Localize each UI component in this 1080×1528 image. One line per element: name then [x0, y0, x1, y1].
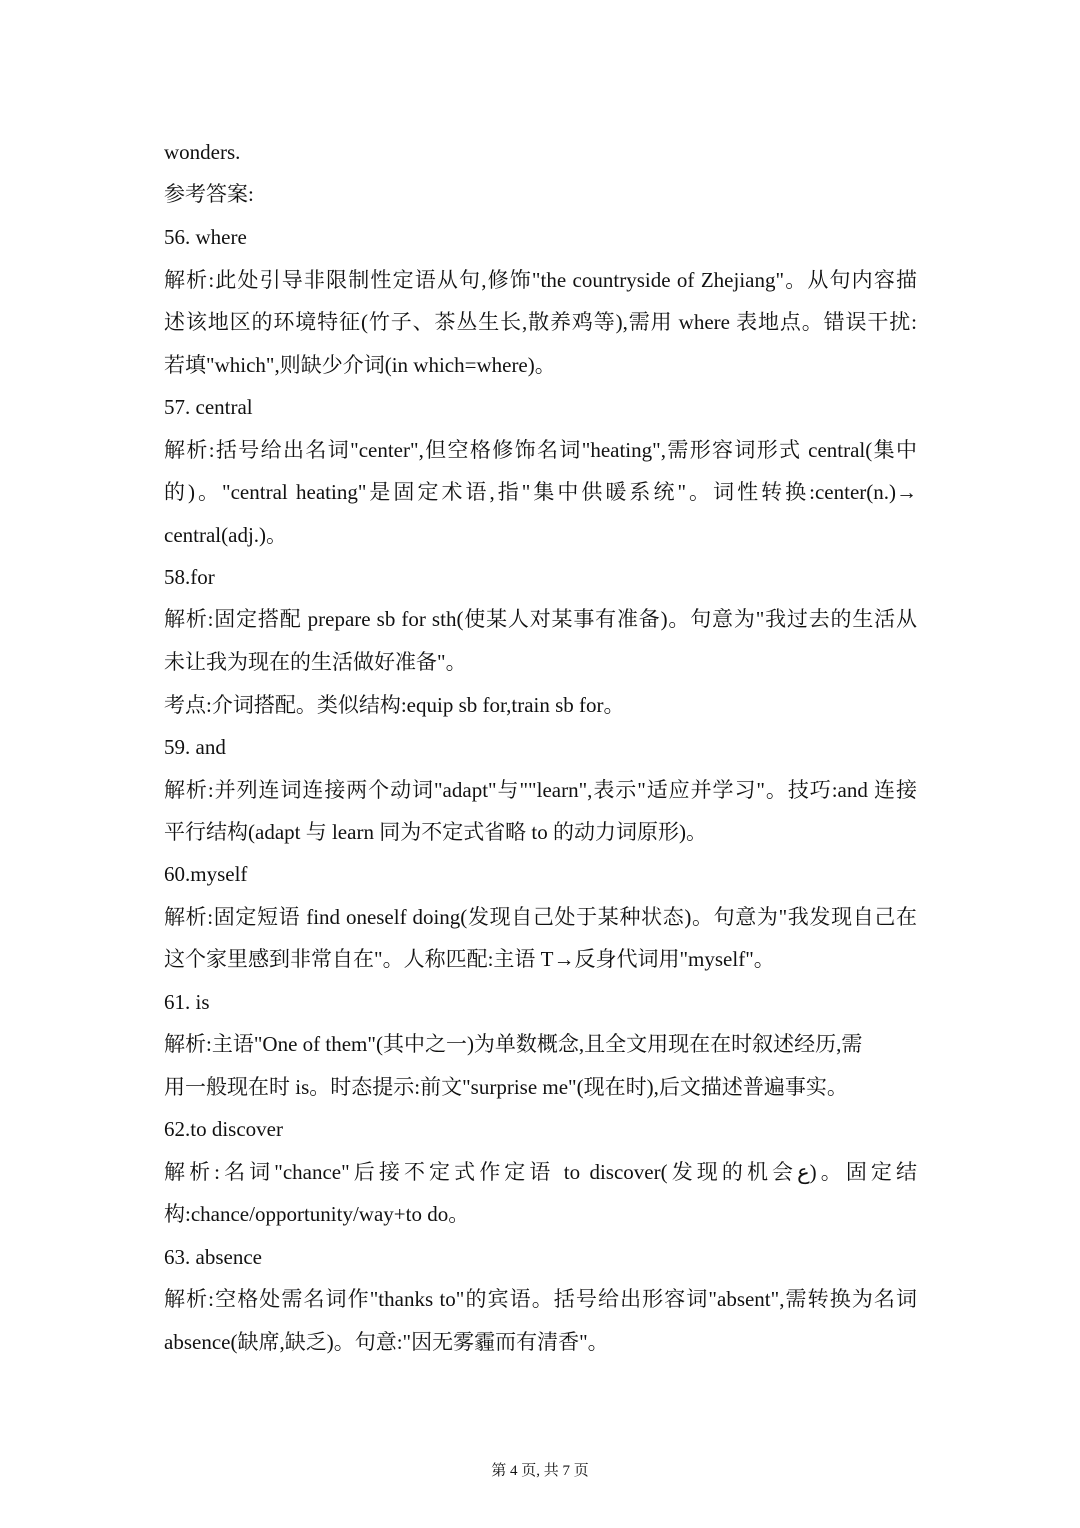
text-line: 述该地区的环境特征(竹子、茶丛生长,散养鸡等),需用 where 表地点。错误干扰:: [164, 310, 917, 334]
text-line: 构:chance/opportunity/way+to do。: [164, 1202, 470, 1226]
text-line: 解析:并列连词连接两个动词"adapt"与""learn",表示"适应并学习"。技巧:and 连接: [164, 778, 917, 802]
answer-heading: 63. absence: [164, 1245, 262, 1269]
text-line: 解析:固定短语 find oneself doing(发现自己处于某种状态)。句意为"我发现自己在: [164, 905, 917, 929]
text-line: 解析:主语"One of them"(其中之一)为单数概念,且全文用现在在时叙述经历,需: [164, 1032, 863, 1056]
text-line: 的)。"central heating"是固定术语,指"集中供暖系统"。词性转换:center(n.)→: [164, 480, 917, 504]
text-line: absence(缺席,缺乏)。句意:"因无雾霾而有清香"。: [164, 1330, 609, 1354]
text-line: 解析:固定搭配 prepare sb for sth(使某人对某事有准备)。句意为"我过去的生活从: [164, 607, 917, 631]
text-line: 解析:此处引导非限制性定语从句,修饰"the countryside of Zhejiang"。从句内容描: [164, 268, 917, 292]
answer-heading: 56. where: [164, 225, 247, 249]
text-line: 解析:空格处需名词作"thanks to"的宾语。括号给出形容词"absent",需转换为名词: [164, 1287, 917, 1311]
text-line: 解析:名词"chance"后接不定式作定语 to discover(发现的机会ع)。固定结: [164, 1160, 917, 1184]
answer-heading: 60.myself: [164, 862, 248, 886]
answer-heading: 59. and: [164, 735, 226, 759]
text-line: 未让我为现在的生活做好准备"。: [164, 650, 467, 674]
answer-heading: 58.for: [164, 565, 215, 589]
text-line: 解析:括号给出名词"center",但空格修饰名词"heating",需形容词形式 central(集中: [164, 438, 917, 462]
section-heading: 参考答案:: [164, 182, 254, 206]
text-line: 这个家里感到非常自在"。人称匹配:主语 T→反身代词用"myself"。: [164, 947, 775, 971]
text-line: 用一般现在时 is。时态提示:前文"surprise me"(现在时),后文描述普遍事实。: [164, 1075, 848, 1099]
page-number: 第 4 页, 共 7 页: [491, 1463, 589, 1479]
text-line: 考点:介词搭配。类似结构:equip sb for,train sb for。: [164, 693, 625, 717]
answer-heading: 62.to discover: [164, 1117, 283, 1141]
answer-heading: 61. is: [164, 990, 210, 1014]
text-line: wonders.: [164, 140, 241, 164]
answer-heading: 57. central: [164, 395, 253, 419]
text-line: 平行结构(adapt 与 learn 同为不定式省略 to 的动力词原形)。: [164, 820, 708, 844]
text-line: 若填"which",则缺少介词(in which=where)。: [164, 353, 556, 377]
text-line: central(adj.)。: [164, 523, 288, 547]
